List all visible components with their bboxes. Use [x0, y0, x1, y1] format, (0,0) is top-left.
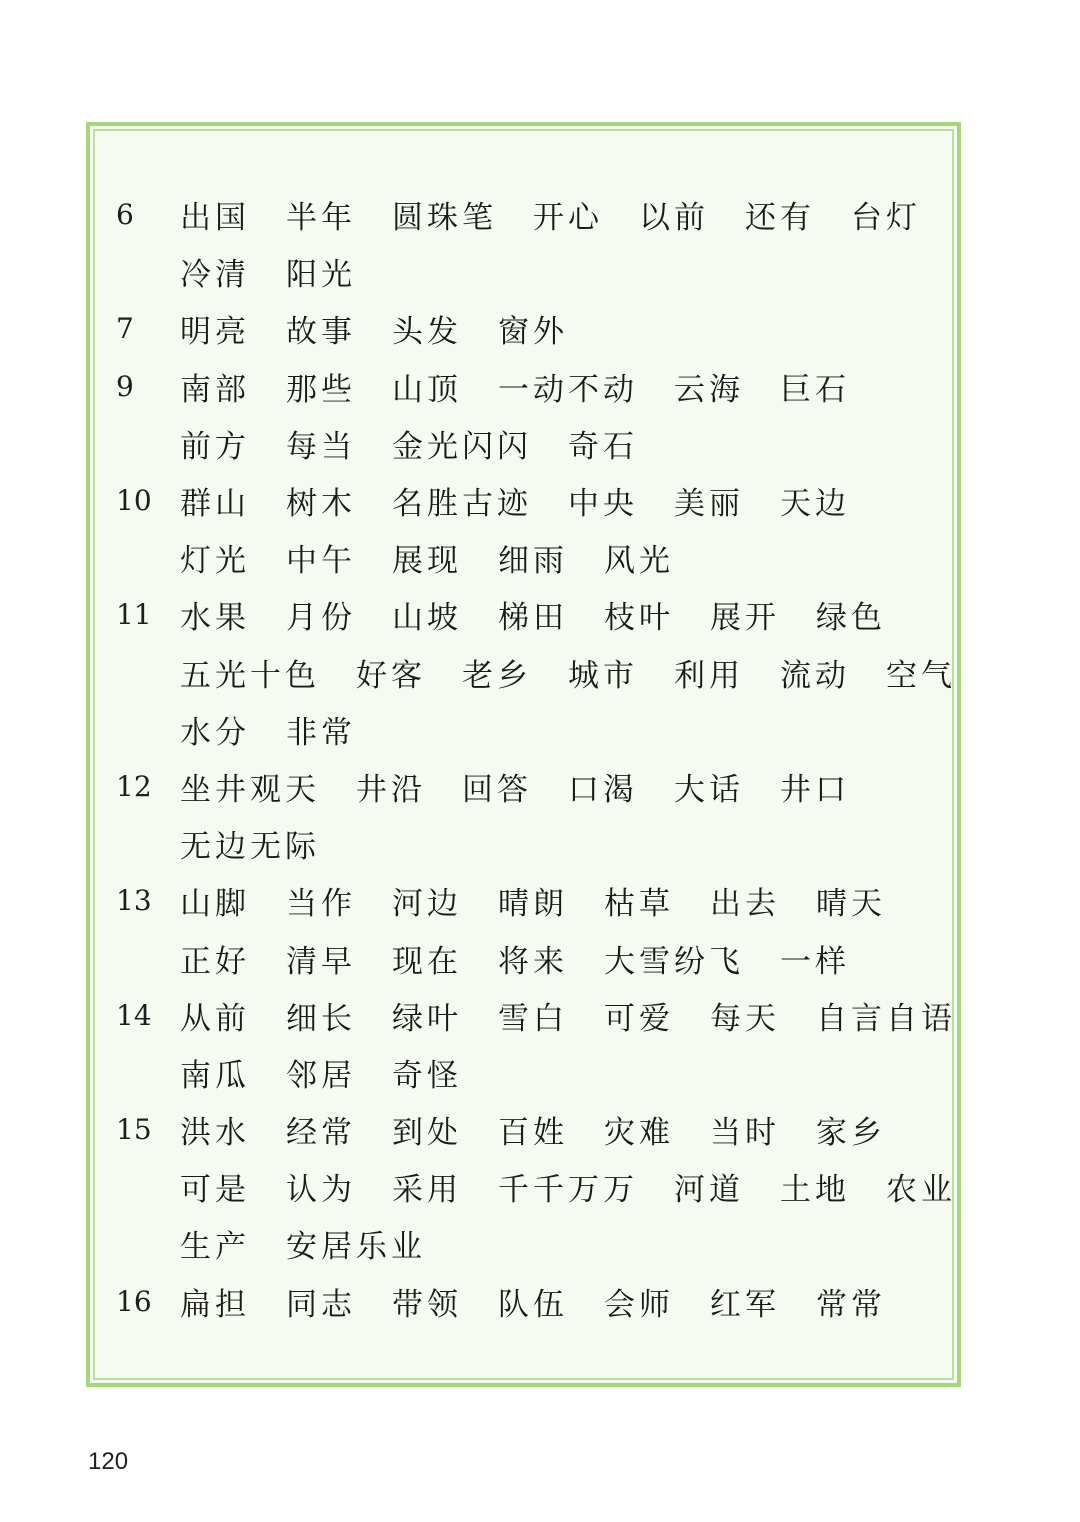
vocabulary-word: 城市: [568, 657, 638, 694]
vocabulary-word: 南瓜: [180, 1057, 250, 1094]
vocabulary-word: 百姓: [498, 1115, 568, 1152]
vocabulary-word: 奇怪: [392, 1057, 462, 1094]
lesson-number: 13: [116, 884, 152, 918]
lesson-number: 12: [116, 769, 152, 803]
vocabulary-word: 带领: [392, 1286, 462, 1323]
vocabulary-word: 山顶: [392, 371, 462, 408]
word-line: [180, 358, 946, 415]
vocabulary-word: 同志: [286, 1286, 356, 1323]
vocabulary-word: 南部: [180, 371, 250, 408]
vocabulary-word: 回答: [462, 771, 532, 808]
vocabulary-word: 经常: [286, 1115, 356, 1152]
vocabulary-word: 一动不动: [498, 371, 638, 408]
vocabulary-word: 灯光: [180, 543, 250, 580]
lesson-number: 6: [116, 198, 134, 231]
word-line: [180, 186, 946, 243]
vocabulary-word: 圆珠笔: [392, 200, 497, 237]
lesson-entry: [116, 586, 956, 758]
vocabulary-word: 扁担: [180, 1286, 250, 1323]
lesson-entry: [116, 987, 956, 1101]
vocabulary-word: 邻居: [286, 1057, 356, 1094]
vocabulary-word: 老乡: [462, 657, 532, 694]
vocabulary-word: 枝叶: [604, 600, 674, 637]
vocabulary-word: 枯草: [604, 886, 674, 923]
vocabulary-word: 正好: [180, 943, 250, 980]
vocabulary-word: 金光闪闪: [392, 428, 532, 465]
vocabulary-word: 中央: [568, 486, 638, 523]
vocabulary-word: 展现: [392, 543, 462, 580]
vocabulary-word: 前方: [180, 428, 250, 465]
vocabulary-word: 非常: [286, 714, 356, 751]
vocabulary-word: 梯田: [498, 600, 568, 637]
vocabulary-word: 冷清: [180, 257, 250, 294]
lesson-number: 11: [116, 598, 152, 632]
vocabulary-word: 千千万万: [498, 1172, 638, 1209]
word-line: [180, 815, 946, 872]
lesson-entry: [116, 872, 946, 986]
vocabulary-word: 展开: [710, 600, 780, 637]
word-line: [180, 644, 956, 701]
vocabulary-word: 雪白: [498, 1000, 568, 1037]
vocabulary-word: 奇石: [568, 428, 638, 465]
vocabulary-word: 台灯: [851, 200, 921, 237]
word-line: [180, 1273, 946, 1330]
vocabulary-word: 队伍: [498, 1286, 568, 1323]
vocabulary-word: 采用: [392, 1172, 462, 1209]
vocabulary-word: 明亮: [180, 314, 250, 351]
vocabulary-word: 半年: [286, 200, 356, 237]
vocabulary-word: 农业: [886, 1172, 956, 1209]
vocabulary-word: 大话: [674, 771, 744, 808]
word-line: [180, 1215, 946, 1272]
vocabulary-word: 大雪纷飞: [604, 943, 744, 980]
vocabulary-word: 水分: [180, 714, 250, 751]
vocabulary-word: 山坡: [392, 600, 462, 637]
lesson-number: 7: [116, 312, 134, 346]
lesson-entry: [116, 300, 946, 357]
lesson-number: 15: [116, 1113, 152, 1146]
vocabulary-word: 常常: [816, 1286, 886, 1323]
lesson-number: 9: [116, 369, 134, 403]
vocabulary-word: 可爱: [604, 1000, 674, 1037]
vocabulary-word: 会师: [604, 1286, 674, 1323]
lesson-entry: [116, 758, 946, 872]
vocabulary-word: 那些: [286, 371, 356, 408]
vocabulary-list: [116, 186, 956, 1330]
vocabulary-word: 空气: [886, 657, 956, 694]
vocabulary-word: 从前: [180, 1000, 250, 1037]
vocabulary-word: 口渴: [568, 771, 638, 808]
lesson-number: 10: [116, 483, 152, 517]
vocabulary-word: 窗外: [498, 314, 568, 351]
vocabulary-word: 自言自语: [816, 1000, 956, 1037]
vocabulary-word: 现在: [392, 943, 462, 980]
vocabulary-word: 无边无际: [180, 829, 320, 866]
word-line: [180, 1101, 946, 1158]
word-line: [180, 586, 946, 643]
vocabulary-word: 风光: [604, 543, 674, 580]
vocabulary-word: 当作: [286, 886, 356, 923]
vocabulary-word: 绿色: [816, 600, 886, 637]
vocabulary-word: 安居乐业: [286, 1229, 426, 1266]
vocabulary-word: 红军: [710, 1286, 780, 1323]
vocabulary-word: 晴天: [816, 886, 886, 923]
word-line: [180, 872, 946, 929]
word-line: [180, 472, 946, 529]
vocabulary-word: 还有: [745, 200, 815, 237]
vocabulary-word: 晴朗: [498, 886, 568, 923]
vocabulary-word: 水果: [180, 600, 250, 637]
vocabulary-word: 故事: [286, 314, 356, 351]
lesson-number: 14: [116, 998, 152, 1032]
word-line: [180, 1158, 956, 1215]
word-line: [180, 300, 946, 357]
vocabulary-word: 云海: [674, 371, 744, 408]
vocabulary-word: 河边: [392, 886, 462, 923]
vocabulary-word: 出去: [710, 886, 780, 923]
vocabulary-word: 巨石: [780, 371, 850, 408]
word-line: [180, 415, 946, 472]
vocabulary-word: 阳光: [286, 257, 356, 294]
vocabulary-word: 细长: [286, 1000, 356, 1037]
page-number: 120: [88, 1448, 129, 1475]
vocabulary-word: 到处: [392, 1115, 462, 1152]
vocabulary-word: 灾难: [604, 1115, 674, 1152]
word-line: [180, 243, 946, 300]
lesson-entry: [116, 358, 946, 472]
vocabulary-word: 每当: [286, 428, 356, 465]
vocabulary-word: 名胜古迹: [392, 486, 532, 523]
lesson-entry: [116, 1273, 946, 1330]
vocabulary-word: 可是: [180, 1172, 250, 1209]
vocabulary-word: 每天: [710, 1000, 780, 1037]
word-line: [180, 701, 946, 758]
vocabulary-word: 中午: [286, 543, 356, 580]
vocabulary-word: 细雨: [498, 543, 568, 580]
vocabulary-word: 以前: [639, 200, 709, 237]
vocabulary-word: 头发: [392, 314, 462, 351]
vocabulary-word: 五光十色: [180, 657, 320, 694]
vocabulary-word: 洪水: [180, 1115, 250, 1152]
vocabulary-word: 出国: [180, 200, 250, 237]
lesson-number: 16: [116, 1284, 152, 1318]
vocabulary-word: 井口: [780, 771, 850, 808]
word-line: [180, 1044, 946, 1101]
vocabulary-word: 美丽: [674, 486, 744, 523]
vocabulary-word: 认为: [286, 1172, 356, 1209]
vocabulary-word: 将来: [498, 943, 568, 980]
vocabulary-word: 开心: [533, 200, 603, 237]
lesson-entry: [116, 472, 946, 586]
vocabulary-word: 土地: [780, 1172, 850, 1209]
word-line: [180, 929, 946, 986]
vocabulary-word: 流动: [780, 657, 850, 694]
vocabulary-word: 清早: [286, 943, 356, 980]
vocabulary-word: 好客: [356, 657, 426, 694]
word-line: [180, 529, 946, 586]
vocabulary-word: 井沿: [356, 771, 426, 808]
vocabulary-word: 河道: [674, 1172, 744, 1209]
vocabulary-word: 生产: [180, 1229, 250, 1266]
vocabulary-word: 家乡: [816, 1115, 886, 1152]
vocabulary-word: 当时: [710, 1115, 780, 1152]
word-line: [180, 987, 956, 1044]
lesson-entry: [116, 186, 946, 300]
vocabulary-word: 树木: [286, 486, 356, 523]
vocabulary-word: 坐井观天: [180, 771, 320, 808]
word-line: [180, 758, 946, 815]
vocabulary-word: 山脚: [180, 886, 250, 923]
vocabulary-word: 绿叶: [392, 1000, 462, 1037]
vocabulary-word: 一样: [780, 943, 850, 980]
lesson-entry: [116, 1101, 956, 1273]
vocabulary-word: 天边: [780, 486, 850, 523]
vocabulary-word: 群山: [180, 486, 250, 523]
vocabulary-word: 月份: [286, 600, 356, 637]
vocabulary-word: 利用: [674, 657, 744, 694]
